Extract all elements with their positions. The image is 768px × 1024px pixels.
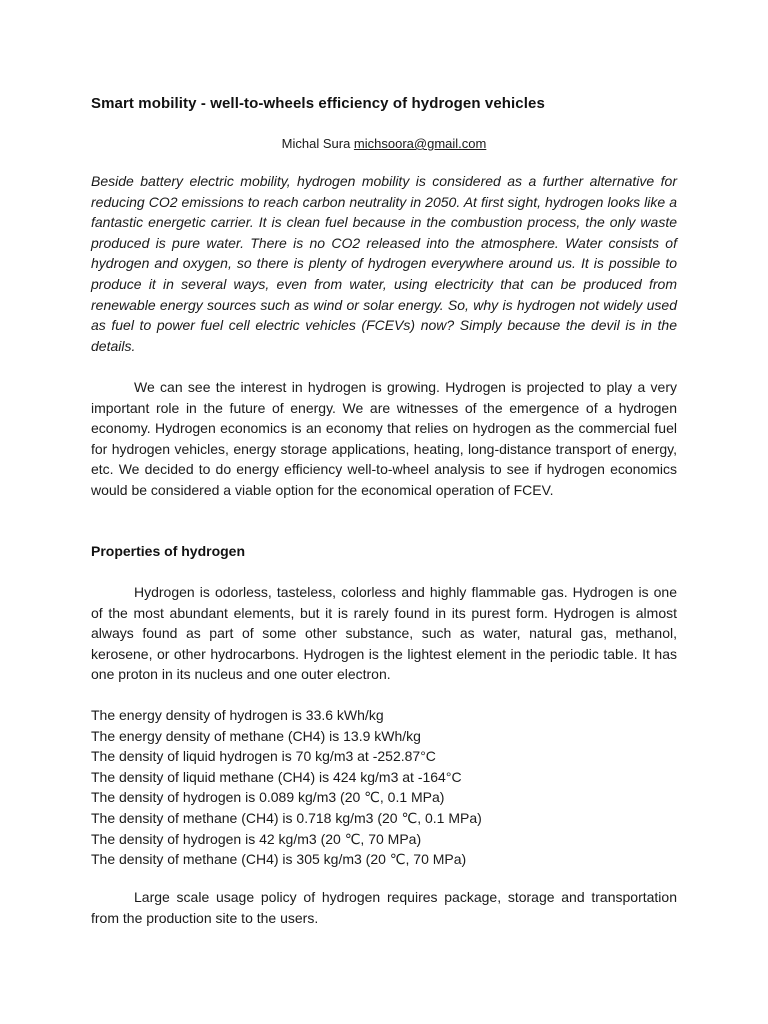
author-line — [0, 135, 768, 153]
intro-paragraph: We can see the interest in hydrogen is growing. Hydrogen is projected to play a very important role in the future of energy. We are witnesses of the emergence of a hydrogen economy. Hydrogen economics is an economy that relies on hydrogen as the commercial fuel for hydrogen vehicles, energy storage applications, heating, long-distance transport of energy, etc. We decided to do energy efficiency well-to-wheel analysis to see if hydrogen economics would be considered a viable option for the economical operation of FCEV. — [91, 379, 677, 498]
fact-line: The density of hydrogen is 0.089 kg/m3 (20 ℃, 0.1 MPa) — [91, 789, 445, 806]
document-title: Smart mobility - well-to-wheels efficiency of hydrogen vehicles — [91, 95, 545, 112]
fact-line: The density of methane (CH4) is 305 kg/m3 (20 ℃, 70 MPa) — [91, 851, 467, 868]
section-heading-properties: Properties of hydrogen — [91, 543, 246, 559]
fact-line: The energy density of methane (CH4) is 13.9 kWh/kg — [91, 727, 421, 744]
fact-line: The density of methane (CH4) is 0.718 kg/m3 (20 ℃, 0.1 MPa) — [91, 809, 482, 826]
closing-paragraph: Large scale usage policy of hydrogen requires package, storage and transportation from the production site to the users. — [91, 889, 677, 926]
density-facts-list — [91, 705, 677, 870]
properties-paragraph: Hydrogen is odorless, tasteless, colorless and highly flammable gas. Hydrogen is one of the most abundant elements, but it is rarely found in its purest form. Hydrogen is almost always found as part of some other substance, such as water, natural gas, methanol, kerosene, or other hydrocarbons. Hydrogen is the lightest element in the periodic table. It has one proton in its nucleus and one outer electron. — [91, 584, 677, 683]
abstract-paragraph: Beside battery electric mobility, hydrogen mobility is considered as a further alternative for reducing CO2 emissions to reach carbon neutrality in 2050. At first sight, hydrogen looks like a fantastic energetic carrier. It is clean fuel because in the combustion process, the only waste produced is pure water. There is no CO2 released into the atmosphere. Water consists of hydrogen and oxygen, so there is plenty of hydrogen everywhere around us. It is possible to produce it in several ways, even from water, using electricity that can be produced from renewable energy sources such as wind or solar energy. So, why is hydrogen not widely used as fuel to power fuel cell electric vehicles (FCEVs) now? Simply because the devil is in the details. — [91, 173, 677, 354]
fact-line: The energy density of hydrogen is 33.6 kWh/kg — [91, 707, 384, 723]
fact-line: The density of hydrogen is 42 kg/m3 (20 ℃, 70 MPa) — [91, 830, 422, 847]
author-name: Michal Sura — [281, 136, 351, 151]
author-email-link[interactable]: michsoora@gmail.com — [353, 136, 487, 151]
fact-line: The density of liquid hydrogen is 70 kg/m3 at -252.87°C — [91, 748, 436, 765]
fact-line: The density of liquid methane (CH4) is 424 kg/m3 at -164°C — [91, 768, 462, 785]
